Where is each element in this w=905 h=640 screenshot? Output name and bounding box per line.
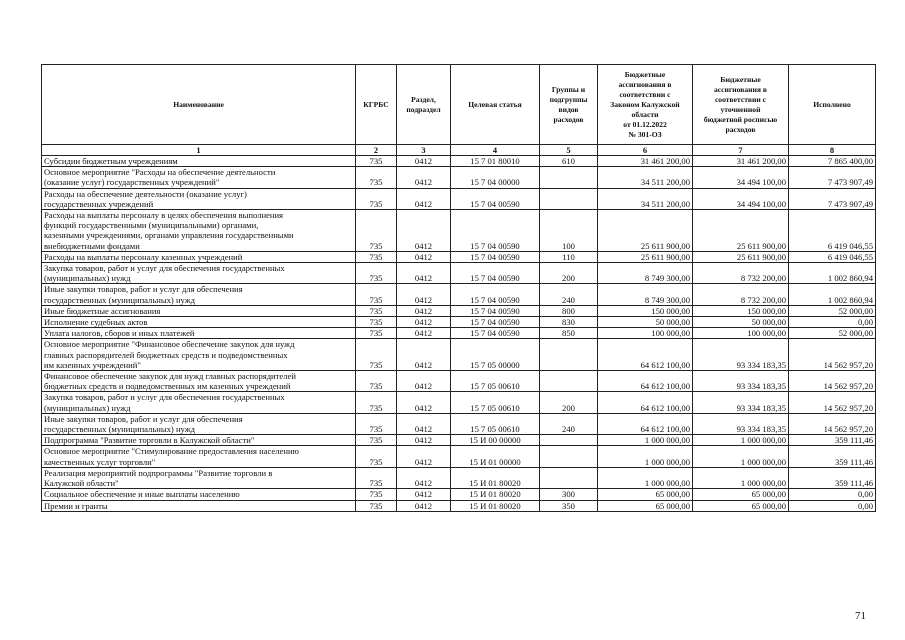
row-section: 0412	[397, 489, 451, 500]
row-executed-amount: 0,00	[789, 317, 876, 328]
table-row	[42, 392, 876, 413]
row-executed-amount: 6 419 046,55	[789, 251, 876, 262]
column-number: 5	[540, 145, 598, 156]
row-refined-amount: 93 334 183,35	[693, 413, 789, 434]
row-target: 15 7 04 00590	[451, 305, 540, 316]
row-kgrbs: 735	[356, 435, 397, 446]
table-row	[42, 467, 876, 488]
header-refined: Бюджетные ассигнования в соответствии с уточненной бюджетной росписью расходов	[693, 65, 789, 145]
header-groups: Группы и подгруппы видов расходов	[540, 65, 598, 145]
row-refined-amount: 25 611 900,00	[693, 251, 789, 262]
row-refined-amount: 1 000 000,00	[693, 446, 789, 467]
row-group: 800	[540, 305, 598, 316]
row-kgrbs: 735	[356, 489, 397, 500]
row-law-amount: 1 000 000,00	[598, 435, 693, 446]
row-law-amount: 1 000 000,00	[598, 467, 693, 488]
row-group: 300	[540, 489, 598, 500]
row-executed-amount: 359 111,46	[789, 446, 876, 467]
row-name: Закупка товаров, работ и услуг для обеспечения государственных (муниципальных) нужд	[42, 392, 356, 413]
table-row	[42, 284, 876, 305]
row-section: 0412	[397, 156, 451, 167]
row-law-amount: 34 511 200,00	[598, 167, 693, 188]
row-section: 0412	[397, 500, 451, 511]
row-law-amount: 8 749 300,00	[598, 284, 693, 305]
row-name: Субсидии бюджетным учреждениям	[42, 156, 356, 167]
row-section: 0412	[397, 284, 451, 305]
row-name: Иные бюджетные ассигнования	[42, 305, 356, 316]
table-row	[42, 371, 876, 392]
row-kgrbs: 735	[356, 210, 397, 252]
row-executed-amount: 6 419 046,55	[789, 210, 876, 252]
row-group	[540, 167, 598, 188]
row-section: 0412	[397, 435, 451, 446]
row-executed-amount: 359 111,46	[789, 435, 876, 446]
row-executed-amount: 52 000,00	[789, 328, 876, 339]
table-row	[42, 435, 876, 446]
row-section: 0412	[397, 263, 451, 284]
row-target: 15 И 01 80020	[451, 500, 540, 511]
row-group: 850	[540, 328, 598, 339]
row-name: Закупка товаров, работ и услуг для обеспечения государственных (муниципальных) нужд	[42, 263, 356, 284]
row-target: 15 7 05 00610	[451, 371, 540, 392]
row-section: 0412	[397, 305, 451, 316]
row-name: Расходы на обеспечение деятельности (оказание услуг) государственных учреждений	[42, 188, 356, 209]
row-group: 240	[540, 284, 598, 305]
row-law-amount: 65 000,00	[598, 489, 693, 500]
row-section: 0412	[397, 446, 451, 467]
row-name: Иные закупки товаров, работ и услуг для обеспечения государственных (муниципальных) нужд	[42, 284, 356, 305]
row-law-amount: 50 000,00	[598, 317, 693, 328]
row-group: 200	[540, 392, 598, 413]
row-executed-amount: 7 473 907,49	[789, 188, 876, 209]
row-refined-amount: 31 461 200,00	[693, 156, 789, 167]
column-number: 6	[598, 145, 693, 156]
row-group	[540, 446, 598, 467]
row-executed-amount: 1 002 860,94	[789, 263, 876, 284]
row-target: 15 7 04 00000	[451, 167, 540, 188]
row-section: 0412	[397, 413, 451, 434]
row-executed-amount: 14 562 957,20	[789, 339, 876, 371]
table-row	[42, 339, 876, 371]
row-refined-amount: 65 000,00	[693, 489, 789, 500]
row-kgrbs: 735	[356, 167, 397, 188]
row-executed-amount: 52 000,00	[789, 305, 876, 316]
row-law-amount: 100 000,00	[598, 328, 693, 339]
row-group	[540, 435, 598, 446]
row-target: 15 7 04 00590	[451, 317, 540, 328]
row-section: 0412	[397, 467, 451, 488]
row-kgrbs: 735	[356, 500, 397, 511]
row-kgrbs: 735	[356, 156, 397, 167]
header-law: Бюджетные ассигнования в соответствии с Законом Калужской области от 01.12.2022 № 301-ОЗ	[598, 65, 693, 145]
row-executed-amount: 359 111,46	[789, 467, 876, 488]
row-law-amount: 64 612 100,00	[598, 371, 693, 392]
row-kgrbs: 735	[356, 305, 397, 316]
row-law-amount: 64 612 100,00	[598, 413, 693, 434]
row-executed-amount: 0,00	[789, 500, 876, 511]
row-section: 0412	[397, 328, 451, 339]
row-target: 15 7 04 00590	[451, 284, 540, 305]
row-kgrbs: 735	[356, 317, 397, 328]
row-name: Расходы на выплаты персоналу в целях обеспечения выполнения функций государственными (муниципальными) органами, казенными учреждениями, органами управления государственными внебюджетными фондами	[42, 210, 356, 252]
row-refined-amount: 50 000,00	[693, 317, 789, 328]
row-section: 0412	[397, 371, 451, 392]
row-section: 0412	[397, 251, 451, 262]
row-section: 0412	[397, 167, 451, 188]
row-section: 0412	[397, 339, 451, 371]
table-row	[42, 251, 876, 262]
table-row	[42, 156, 876, 167]
column-number-row	[42, 145, 876, 156]
column-number: 4	[451, 145, 540, 156]
column-number: 3	[397, 145, 451, 156]
row-law-amount: 1 000 000,00	[598, 446, 693, 467]
row-group	[540, 467, 598, 488]
column-number: 7	[693, 145, 789, 156]
row-kgrbs: 735	[356, 251, 397, 262]
row-executed-amount: 7 473 907,49	[789, 167, 876, 188]
header-name: Наименование	[42, 65, 356, 145]
row-executed-amount: 14 562 957,20	[789, 392, 876, 413]
row-name: Основное мероприятие "Расходы на обеспечение деятельности (оказание услуг) государственных учреждений"	[42, 167, 356, 188]
table-row	[42, 188, 876, 209]
row-section: 0412	[397, 210, 451, 252]
row-refined-amount: 34 494 100,00	[693, 167, 789, 188]
table-row	[42, 210, 876, 252]
table-row	[42, 413, 876, 434]
row-refined-amount: 93 334 183,35	[693, 339, 789, 371]
row-name: Финансовое обеспечение закупок для нужд главных распорядителей бюджетных средств и подведомственных им казенных учреждений	[42, 371, 356, 392]
row-group: 350	[540, 500, 598, 511]
page-number: 71	[855, 610, 866, 622]
column-number: 8	[789, 145, 876, 156]
row-target: 15 И 01 80020	[451, 489, 540, 500]
row-section: 0412	[397, 188, 451, 209]
column-number: 1	[42, 145, 356, 156]
row-target: 15 7 04 00590	[451, 263, 540, 284]
row-kgrbs: 735	[356, 263, 397, 284]
row-name: Исполнение судебных актов	[42, 317, 356, 328]
row-target: 15 7 05 00610	[451, 413, 540, 434]
row-kgrbs: 735	[356, 413, 397, 434]
row-target: 15 7 04 00590	[451, 251, 540, 262]
row-law-amount: 8 749 300,00	[598, 263, 693, 284]
header-target: Целевая статья	[451, 65, 540, 145]
row-kgrbs: 735	[356, 467, 397, 488]
row-target: 15 И 00 00000	[451, 435, 540, 446]
row-law-amount: 64 612 100,00	[598, 339, 693, 371]
row-law-amount: 150 000,00	[598, 305, 693, 316]
row-section: 0412	[397, 317, 451, 328]
row-group: 240	[540, 413, 598, 434]
table-row	[42, 167, 876, 188]
row-refined-amount: 100 000,00	[693, 328, 789, 339]
row-refined-amount: 150 000,00	[693, 305, 789, 316]
row-name: Расходы на выплаты персоналу казенных учреждений	[42, 251, 356, 262]
row-refined-amount: 8 732 200,00	[693, 284, 789, 305]
row-refined-amount: 1 000 000,00	[693, 467, 789, 488]
row-executed-amount: 0,00	[789, 489, 876, 500]
row-refined-amount: 65 000,00	[693, 500, 789, 511]
row-kgrbs: 735	[356, 284, 397, 305]
row-executed-amount: 14 562 957,20	[789, 371, 876, 392]
row-kgrbs: 735	[356, 188, 397, 209]
row-executed-amount: 7 865 400,00	[789, 156, 876, 167]
row-name: Реализация мероприятий подпрограммы "Развитие торговли в Калужской области"	[42, 467, 356, 488]
table-body	[42, 145, 876, 512]
row-target: 15 7 04 00590	[451, 210, 540, 252]
row-group: 110	[540, 251, 598, 262]
row-refined-amount: 1 000 000,00	[693, 435, 789, 446]
row-name: Премии и гранты	[42, 500, 356, 511]
row-group: 610	[540, 156, 598, 167]
row-target: 15 7 05 00610	[451, 392, 540, 413]
row-name: Подпрограмма "Развитие торговли в Калужской области"	[42, 435, 356, 446]
row-law-amount: 25 611 900,00	[598, 210, 693, 252]
column-number: 2	[356, 145, 397, 156]
row-name: Уплата налогов, сборов и иных платежей	[42, 328, 356, 339]
row-refined-amount: 93 334 183,35	[693, 392, 789, 413]
row-section: 0412	[397, 392, 451, 413]
row-refined-amount: 34 494 100,00	[693, 188, 789, 209]
row-law-amount: 34 511 200,00	[598, 188, 693, 209]
row-group	[540, 188, 598, 209]
row-group: 200	[540, 263, 598, 284]
row-group: 100	[540, 210, 598, 252]
row-kgrbs: 735	[356, 446, 397, 467]
row-kgrbs: 735	[356, 339, 397, 371]
row-name: Основное мероприятие "Стимулирование предоставления населению качественных услуг торговли"	[42, 446, 356, 467]
row-target: 15 7 05 00000	[451, 339, 540, 371]
table-row	[42, 317, 876, 328]
row-refined-amount: 93 334 183,35	[693, 371, 789, 392]
row-name: Социальное обеспечение и иные выплаты населению	[42, 489, 356, 500]
header-section: Раздел, подраздел	[397, 65, 451, 145]
row-law-amount: 25 611 900,00	[598, 251, 693, 262]
row-executed-amount: 14 562 957,20	[789, 413, 876, 434]
row-group	[540, 339, 598, 371]
row-refined-amount: 8 732 200,00	[693, 263, 789, 284]
table-row	[42, 305, 876, 316]
header-executed: Исполнено	[789, 65, 876, 145]
row-group	[540, 371, 598, 392]
row-kgrbs: 735	[356, 328, 397, 339]
row-target: 15 7 01 80010	[451, 156, 540, 167]
table-row	[42, 489, 876, 500]
header-row	[42, 65, 876, 145]
row-law-amount: 31 461 200,00	[598, 156, 693, 167]
budget-table	[41, 64, 876, 512]
row-kgrbs: 735	[356, 371, 397, 392]
row-target: 15 7 04 00590	[451, 188, 540, 209]
row-target: 15 И 01 00000	[451, 446, 540, 467]
row-refined-amount: 25 611 900,00	[693, 210, 789, 252]
row-group: 830	[540, 317, 598, 328]
row-law-amount: 64 612 100,00	[598, 392, 693, 413]
table-row	[42, 328, 876, 339]
row-target: 15 И 01 80020	[451, 467, 540, 488]
table-row	[42, 500, 876, 511]
table-row	[42, 446, 876, 467]
header-kgrbs: КГРБС	[356, 65, 397, 145]
row-name: Основное мероприятие "Финансовое обеспечение закупок для нужд главных распорядителей бюджетных средств и подведомственных им казенных учреждений"	[42, 339, 356, 371]
row-kgrbs: 735	[356, 392, 397, 413]
row-target: 15 7 04 00590	[451, 328, 540, 339]
row-executed-amount: 1 002 860,94	[789, 284, 876, 305]
table-row	[42, 263, 876, 284]
row-law-amount: 65 000,00	[598, 500, 693, 511]
row-name: Иные закупки товаров, работ и услуг для обеспечения государственных (муниципальных) нужд	[42, 413, 356, 434]
